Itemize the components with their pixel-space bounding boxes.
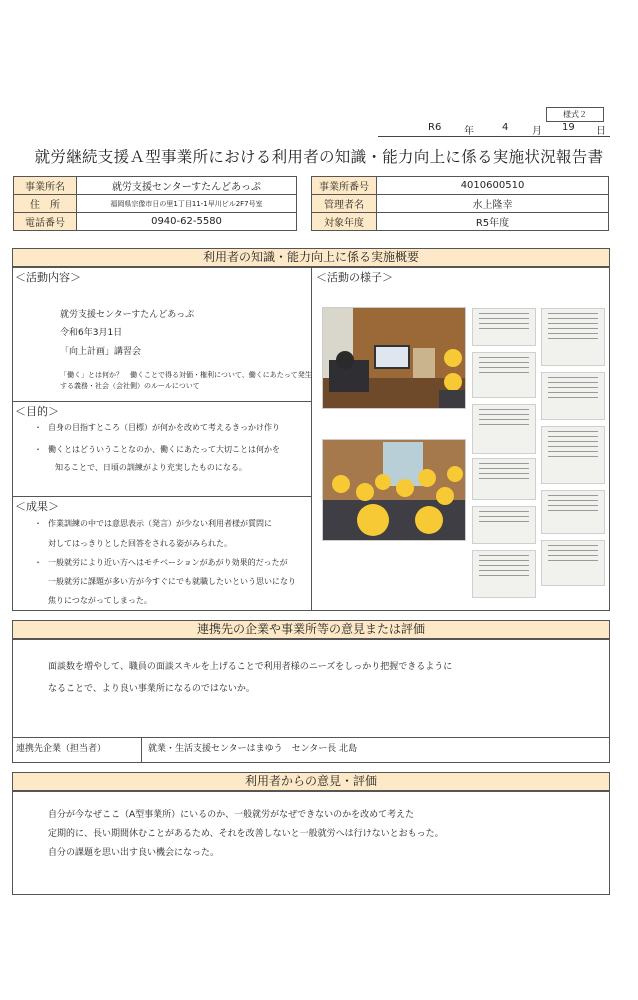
office-name: 就労支援センターすたんどあっぷ	[77, 177, 297, 195]
bullet-icon: ・	[34, 519, 42, 528]
date-month: 4	[502, 122, 509, 133]
handout-sheet	[541, 490, 605, 534]
office-phone: 0940-62-5580	[77, 213, 297, 231]
handout-sheet	[472, 550, 536, 598]
activity-photo-lecture	[322, 307, 466, 409]
result-divider	[12, 496, 311, 497]
office-info-table-left	[13, 176, 297, 231]
purpose-text-1: 自身の目指すところ（目標）が何かを改めて考えるきっかけ作り	[48, 423, 280, 432]
office-name-label: 事業所名	[14, 177, 77, 195]
result-text-2c: 焦りにつながってしまった。	[48, 596, 152, 605]
partner-company-divider	[141, 737, 142, 763]
result-text-1b: 対してはっきりとした回答をされる姿がみられた。	[48, 539, 232, 548]
activity-photo-group	[322, 439, 466, 541]
bullet-icon: ・	[34, 423, 42, 432]
photos-label: ＜活動の様子＞	[316, 271, 393, 284]
handout-sheet	[541, 540, 605, 586]
user-opinion-text-3: 自分の課題を思い出す良い機会になった。	[48, 848, 220, 858]
office-phone-label: 電話番号	[14, 213, 77, 231]
purpose-divider	[12, 401, 311, 402]
handout-sheet	[541, 426, 605, 484]
handout-sheet	[472, 308, 536, 346]
date-day: 19	[562, 122, 575, 133]
page-title: 就労継続支援Ａ型事業所における利用者の知識・能力向上に係る実施状況報告書	[34, 148, 604, 166]
handout-sheet	[472, 404, 536, 454]
user-opinion-text-2: 定期的に、長い期間休むことがあるため、それを改善しないと一般就労へは行けないとおもった。	[48, 829, 444, 839]
activity-org: 就労支援センターすたんどあっぷ	[60, 310, 195, 320]
activity-note-2: する義務・社会（会社側）のルールについて	[60, 382, 200, 390]
activity-title: 「向上計画」講習会	[60, 347, 142, 357]
date-day-unit: 日	[596, 126, 606, 137]
partner-text-2: なることで、より良い事業所になるのではないか。	[48, 684, 255, 694]
purpose-text-2b: 知ることで、日頃の訓練がより充実したものになる。	[55, 463, 247, 472]
purpose-label: ＜目的＞	[15, 405, 59, 418]
result-text-2b: 一般就労に課題が多い方が今すぐにでも就職したいという思いになり	[48, 577, 296, 586]
purpose-item-1	[34, 416, 280, 440]
office-info-table-right	[311, 176, 609, 231]
activity-label: ＜活動内容＞	[15, 271, 81, 284]
partner-company-label: 連携先企業（担当者）	[16, 744, 107, 754]
partner-heading: 連携先の企業や事業所等の意見または評価	[12, 620, 610, 639]
partner-company: 就業・生活支援センターはまゆう センター長 北島	[148, 744, 358, 754]
fiscal-year-label: 対象年度	[312, 213, 377, 231]
user-opinion-heading: 利用者からの意見・評価	[12, 772, 610, 791]
manager-label: 管理者名	[312, 195, 377, 213]
overview-heading: 利用者の知識・能力向上に係る実施概要	[12, 248, 610, 267]
date-era-year: R6	[428, 122, 442, 133]
date-year-unit: 年	[464, 126, 474, 137]
office-address: 福岡県宗像市日の里1丁目11-1早川ビル2F7号室	[77, 195, 297, 213]
office-address-label: 住 所	[14, 195, 77, 213]
overview-divider	[311, 267, 312, 611]
user-opinion-text-1: 自分が今なぜここ（A型事業所）にいるのか、一般就労がなぜできないのかを改めて考えた	[48, 810, 415, 820]
result-text-1a: 作業訓練の中では意思表示（発言）が少ない利用者様が質問に	[48, 519, 272, 528]
form-number: 様式２	[546, 107, 604, 122]
activity-note-1: 「働く」とは何か？ 働くことで得る対価・権利について、働くにあたって発生	[60, 371, 312, 379]
result-text-2a: 一般就労により近い方へはモチベーションがあがり効果的だったが	[48, 558, 288, 567]
report-date	[378, 122, 610, 137]
handout-sheet	[541, 308, 605, 366]
handout-sheet	[472, 506, 536, 544]
bullet-icon: ・	[34, 558, 42, 567]
handout-sheet	[541, 372, 605, 420]
handout-sheet	[472, 352, 536, 398]
handout-sheet	[472, 458, 536, 500]
partner-text-1: 面談数を増やして、職員の面談スキルを上げることで利用者様のニーズをしっかり把握できるように	[48, 662, 453, 672]
partner-divider	[12, 737, 609, 738]
manager-name: 水上隆幸	[377, 195, 609, 213]
purpose-text-2a: 働くとはどういうことなのか、働くにあたって大切ことは何かを	[48, 445, 280, 454]
office-number-label: 事業所番号	[312, 177, 377, 195]
result-label: ＜成果＞	[15, 500, 59, 513]
bullet-icon: ・	[34, 445, 42, 454]
fiscal-year: R5年度	[377, 213, 609, 231]
office-number: 4010600510	[377, 177, 609, 195]
activity-date: 令和6年3月1日	[60, 328, 123, 338]
date-month-unit: 月	[532, 126, 542, 137]
